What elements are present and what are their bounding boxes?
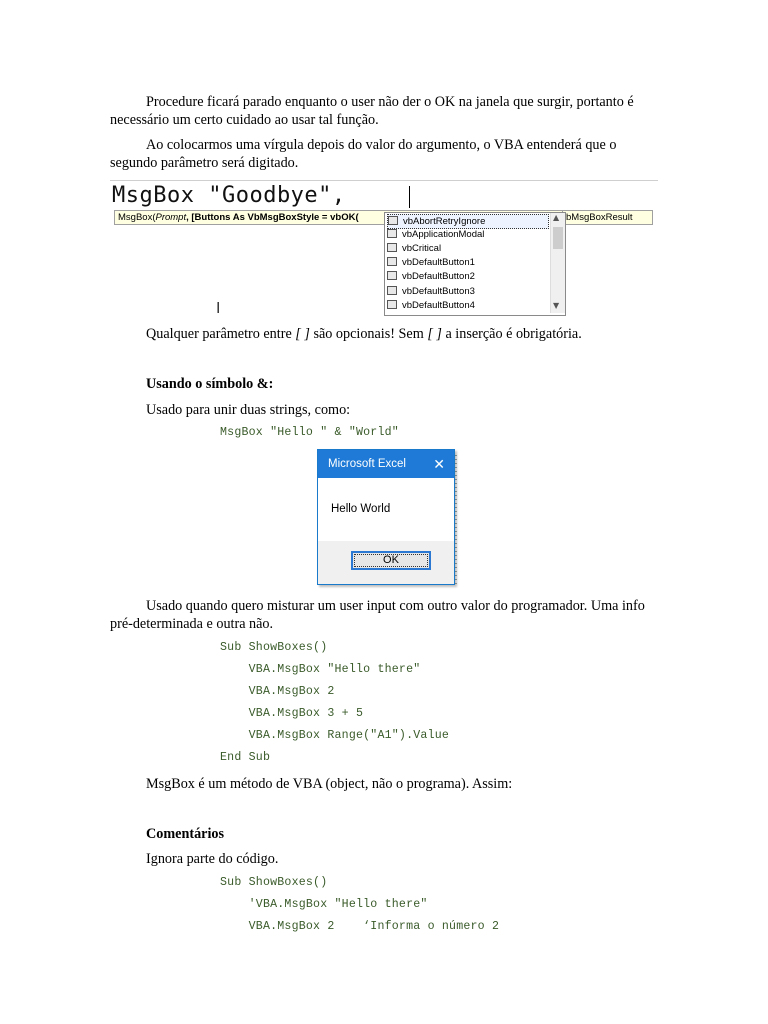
ibeam-cursor-icon: I bbox=[216, 299, 221, 317]
code-line: Sub ShowBoxes() bbox=[220, 641, 328, 654]
dialog-message: Hello World bbox=[331, 503, 391, 515]
message-box-dialog bbox=[317, 449, 455, 585]
constant-icon bbox=[387, 286, 397, 295]
dropdown-item-label: vbApplicationModal bbox=[402, 229, 485, 240]
constant-icon bbox=[388, 216, 398, 225]
dropdown-item-label: vbDefaultButton4 bbox=[402, 300, 475, 311]
code-concat: MsgBox "Hello " & "World" bbox=[220, 426, 399, 439]
heading-simbolo: Usando o símbolo &: bbox=[146, 376, 274, 392]
paragraph-metodo: MsgBox é um método de VBA (object, não o programa). Assim: bbox=[146, 776, 513, 792]
dropdown-item[interactable] bbox=[387, 270, 547, 283]
vba-code-line: MsgBox "Goodbye", bbox=[112, 183, 346, 208]
constant-icon bbox=[387, 257, 397, 266]
scroll-thumb[interactable] bbox=[553, 227, 563, 249]
code-line: End Sub bbox=[220, 751, 271, 764]
text-run: [ ] bbox=[427, 326, 442, 342]
code-line: VBA.MsgBox Range("A1").Value bbox=[220, 729, 450, 742]
text-run: [ ] bbox=[295, 326, 310, 342]
paragraph-opcionais bbox=[146, 326, 582, 343]
dropdown-item[interactable] bbox=[387, 228, 547, 241]
dropdown-item-label: vbCritical bbox=[402, 243, 442, 254]
text-cursor bbox=[409, 186, 410, 208]
constant-icon bbox=[387, 229, 397, 238]
dropdown-item[interactable] bbox=[387, 242, 547, 255]
vba-editor-screenshot bbox=[110, 180, 658, 317]
dropdown-scrollbar[interactable] bbox=[550, 213, 565, 313]
heading-comentarios: Comentários bbox=[146, 826, 225, 842]
scroll-up-icon[interactable]: ▲ bbox=[553, 213, 560, 222]
dialog-footer bbox=[318, 541, 454, 584]
focus-outline bbox=[354, 554, 428, 567]
code-line: VBA.MsgBox 3 + 5 bbox=[220, 707, 364, 720]
paragraph-unir: Usado para unir duas strings, como: bbox=[146, 402, 351, 418]
text-run: Qualquer parâmetro entre bbox=[146, 326, 296, 342]
code-line: 'VBA.MsgBox "Hello there" bbox=[220, 898, 428, 911]
code-line: VBA.MsgBox 2 ‘Informa o número 2 bbox=[220, 920, 500, 933]
dropdown-item[interactable] bbox=[387, 256, 547, 269]
dropdown-item-label: vbAbortRetryIgnore bbox=[403, 216, 486, 227]
dropdown-item-label: vbDefaultButton3 bbox=[402, 286, 475, 297]
dropdown-item[interactable] bbox=[387, 214, 549, 229]
dropdown-item[interactable] bbox=[387, 285, 547, 298]
dialog-titlebar bbox=[318, 450, 454, 478]
code-line: VBA.MsgBox "Hello there" bbox=[220, 663, 421, 676]
paragraph-misturar: Usado quando quero misturar um user input com outro valor do programador. Uma info pré-determinada e outra não. bbox=[110, 598, 645, 632]
tooltip-buttons: , [Buttons As VbMsgBoxStyle = vbOK( bbox=[186, 212, 359, 223]
tooltip-return-type: bMsgBoxResult bbox=[562, 210, 653, 225]
constant-icon bbox=[387, 243, 397, 252]
scroll-down-icon[interactable]: ▼ bbox=[553, 301, 560, 310]
dropdown-item[interactable] bbox=[387, 299, 547, 312]
tooltip-function: MsgBox( bbox=[118, 212, 156, 223]
paragraph-ignora: Ignora parte do código. bbox=[146, 851, 279, 867]
ok-button-label: OK bbox=[383, 554, 399, 566]
ok-button[interactable] bbox=[351, 551, 431, 570]
paragraph-virgula: Ao colocarmos uma vírgula depois do valor do argumento, o VBA entenderá que o segundo parâmetro será digitado. bbox=[110, 137, 617, 171]
constant-icon bbox=[387, 271, 397, 280]
code-line: Sub ShowBoxes() bbox=[220, 876, 328, 889]
tooltip-prompt: Prompt bbox=[155, 212, 187, 223]
dropdown-item-label: vbDefaultButton2 bbox=[402, 271, 475, 282]
paragraph-procedure: Procedure ficará parado enquanto o user não der o OK na janela que surgir, portanto é necessário um certo cuidado ao usar tal função. bbox=[110, 94, 634, 128]
text-run: são opcionais! Sem bbox=[309, 326, 428, 342]
dropdown-item-label: vbDefaultButton1 bbox=[402, 257, 475, 268]
intellisense-dropdown[interactable] bbox=[384, 212, 566, 316]
dialog-title: Microsoft Excel bbox=[328, 458, 406, 470]
text-run: a inserção é obrigatória. bbox=[441, 326, 582, 342]
constant-icon bbox=[387, 300, 397, 309]
code-line: VBA.MsgBox 2 bbox=[220, 685, 335, 698]
close-icon[interactable]: ✕ bbox=[433, 456, 445, 472]
